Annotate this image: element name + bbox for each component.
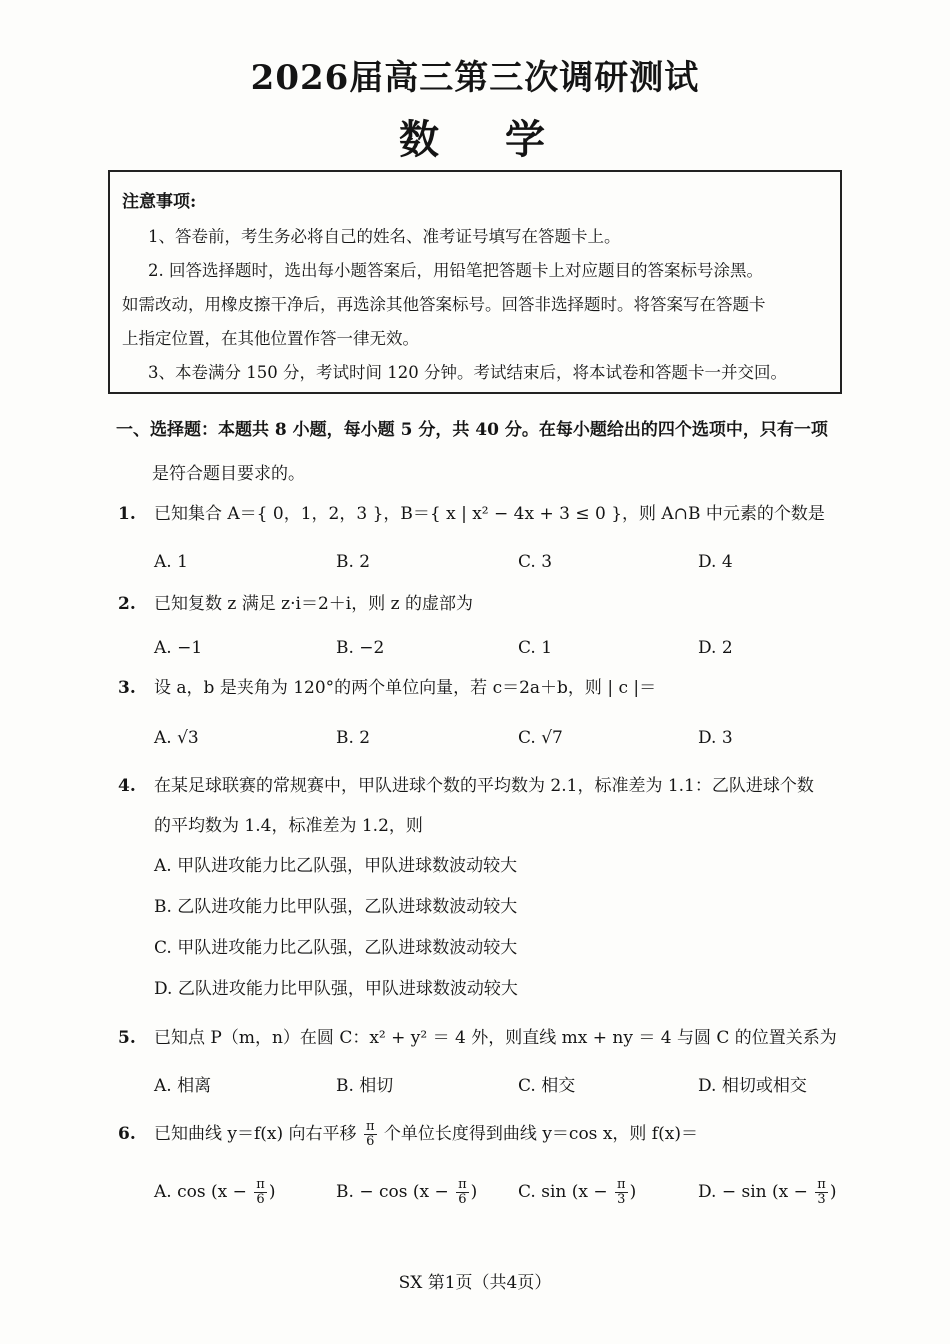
option-a: A. 1 (154, 552, 188, 572)
fraction-numerator: π (256, 1177, 265, 1192)
option-expr-end: ) (470, 1182, 478, 1202)
notice-item-1: 1、答卷前，考生务必将自己的姓名、准考证号填写在答题卡上。 (148, 227, 621, 246)
notice-item-2-cont: 如需改动，用橡皮擦干净后，再选涂其他答案标号。回答非选择题时。将答案写在答题卡 (122, 295, 766, 314)
fraction-denominator: 3 (817, 1192, 826, 1207)
option-label: D. (698, 1182, 717, 1202)
question-stem-continued: 个单位长度得到曲线 y＝cos x，则 f(x)＝ (383, 1124, 698, 1144)
question-number: 4. (118, 776, 136, 796)
question-1 (118, 494, 848, 582)
option-a: A. √3 (154, 728, 199, 748)
section-heading (116, 408, 846, 496)
option-c: C. 甲队进攻能力比乙队强，乙队进球数波动较大 (154, 938, 518, 958)
question-number: 6. (118, 1124, 136, 1144)
question-4 (118, 766, 848, 1010)
question-5 (118, 1018, 848, 1106)
option-label: A. (154, 1182, 172, 1202)
fraction-denominator: 6 (458, 1192, 467, 1207)
option-b: B. 相切 (336, 1076, 394, 1096)
exam-title: 2026届高三第三次调研测试 (250, 58, 700, 98)
fraction-denominator: 6 (256, 1192, 265, 1207)
option-b: B. 2 (336, 728, 371, 748)
option-c: C. 相交 (518, 1076, 576, 1096)
option-c: C. √7 (518, 728, 563, 748)
option-d: D. 乙队进攻能力比甲队强，甲队进球数波动较大 (154, 979, 518, 999)
question-stem-continued: 的平均数为 1.4，标准差为 1.2，则 (154, 816, 423, 836)
option-b: B. −2 (336, 638, 385, 658)
fraction-numerator: π (617, 1177, 626, 1192)
option-expr-end: ) (829, 1182, 837, 1202)
page-footer: SX 第1页（共4页） (398, 1273, 552, 1293)
option-b (336, 1172, 477, 1212)
notice-item-2: 2. 回答选择题时，选出每小题答案后，用铅笔把答题卡上对应题目的答案标号涂黑。 (148, 261, 763, 280)
option-d: D. 3 (698, 728, 733, 748)
option-expr: cos (x − (177, 1182, 247, 1202)
question-stem: 设 a，b 是夹角为 120°的两个单位向量，若 c＝2a＋b，则 | c |＝ (154, 678, 657, 698)
notice-item-3: 3、本卷满分 150 分，考试时间 120 分钟。考试结束后，将本试卷和答题卡一并交回。 (148, 363, 787, 382)
question-number: 2. (118, 594, 136, 614)
subject-title: 数学 (399, 116, 611, 163)
question-2 (118, 584, 848, 668)
option-expr: − sin (x − (721, 1182, 808, 1202)
option-expr-end: ) (629, 1182, 637, 1202)
option-c: C. 3 (518, 552, 553, 572)
option-c (518, 1172, 636, 1212)
fraction-denominator: 3 (617, 1192, 626, 1207)
section-heading-line2: 是符合题目要求的。 (152, 464, 305, 484)
fraction-numerator: π (458, 1177, 467, 1192)
fraction (254, 1178, 267, 1207)
question-stem: 已知点 P（m，n）在圆 C：x² + y² ＝ 4 外，则直线 mx + ny ＝ 4 与圆 C 的位置关系为 (154, 1028, 837, 1048)
fraction-denominator: 6 (366, 1134, 375, 1149)
option-d: D. 2 (698, 638, 733, 658)
fraction (815, 1178, 828, 1207)
option-d: D. 4 (698, 552, 733, 572)
option-d: D. 相切或相交 (698, 1076, 807, 1096)
option-a: A. 相离 (154, 1076, 212, 1096)
option-b: B. 2 (336, 552, 371, 572)
option-label: B. (336, 1182, 354, 1202)
option-a (154, 1172, 275, 1212)
option-expr-end: ) (268, 1182, 276, 1202)
question-3 (118, 668, 848, 758)
option-expr: sin (x − (541, 1182, 608, 1202)
question-number: 5. (118, 1028, 136, 1048)
question-stem: 已知复数 z 满足 z·i＝2＋i，则 z 的虚部为 (154, 594, 473, 614)
option-expr: − cos (x − (359, 1182, 449, 1202)
option-a: A. 甲队进攻能力比乙队强，甲队进球数波动较大 (154, 856, 518, 876)
fraction-numerator: π (817, 1177, 826, 1192)
question-number: 1. (118, 504, 136, 524)
fraction (456, 1178, 469, 1207)
option-b: B. 乙队进攻能力比甲队强，乙队进球数波动较大 (154, 897, 518, 917)
option-c: C. 1 (518, 638, 553, 658)
notice-title: 注意事项: (122, 192, 197, 212)
fraction (615, 1178, 628, 1207)
option-label: C. (518, 1182, 536, 1202)
option-d (698, 1172, 836, 1212)
question-stem: 已知曲线 y＝f(x) 向右平移 (154, 1124, 357, 1144)
question-6 (118, 1114, 848, 1218)
option-a: A. −1 (154, 638, 203, 658)
question-stem: 已知集合 A＝{ 0，1，2，3 }，B＝{ x | x² − 4x + 3 ≤ 0 }，则 A∩B 中元素的个数是 (154, 504, 825, 524)
section-heading-line1: 一、选择题：本题共 8 小题，每小题 5 分，共 40 分。在每小题给出的四个选项中，只有一项 (116, 420, 828, 440)
question-stem: 在某足球联赛的常规赛中，甲队进球个数的平均数为 2.1，标准差为 1.1：乙队进球个数 (154, 776, 814, 796)
fraction (364, 1120, 377, 1149)
fraction-numerator: π (365, 1119, 375, 1134)
notice-item-2-end: 上指定位置，在其他位置作答一律无效。 (122, 329, 419, 348)
question-number: 3. (118, 678, 136, 698)
notice-box (108, 170, 842, 394)
